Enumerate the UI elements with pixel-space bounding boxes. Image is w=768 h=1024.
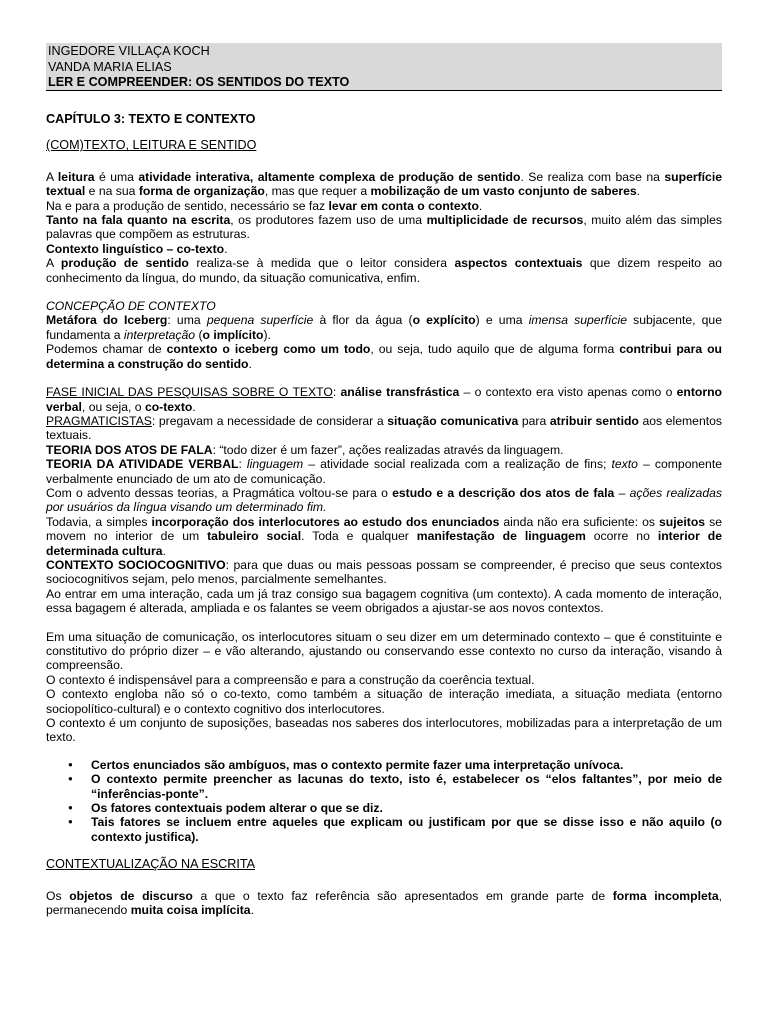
author-1: INGEDORE VILLAÇA KOCH (48, 44, 210, 58)
paragraph: PRAGMATICISTAS: pregavam a necessidade de considerar a situação comunicativa para atribuir sentido aos elementos textuais. (46, 413, 722, 443)
paragraph: O contexto é indispensável para a compreensão e para a construção da coerência textual. (46, 672, 535, 687)
paragraph: Todavia, a simples incorporação dos interlocutores ao estudo dos enunciados ainda não era suficiente: os sujeitos se movem no interior de um tabuleiro social. Toda e qualquer manifestação de linguagem ocorre no interior de determinada cultura. (46, 514, 723, 558)
paragraph: Os objetos de discurso a que o texto faz referência são apresentados em grande parte de forma incompleta, permanecendo muita coisa implícita. (46, 888, 722, 918)
document-header (46, 43, 722, 91)
paragraph: Com o advento dessas teorias, a Pragmática voltou-se para o estudo e a descrição dos atos de fala – ações realizadas por usuários da língua visando um determinado fim. (46, 485, 722, 515)
paragraph: A leitura é uma atividade interativa, altamente complexa de produção de sentido. Se realiza com base na superfície textual e na sua forma de organização, mas que requer a mobilização de um vasto conjunto de saberes. (46, 169, 722, 199)
section-heading-context-reading: (COM)TEXTO, LEITURA E SENTIDO (46, 138, 257, 153)
list-item: ● O contexto permite preencher as lacunas do texto, isto é, estabelecer os “elos faltantes”, por meio de “inferências-ponte”. (46, 772, 722, 801)
list-item: ● Tais fatores se incluem entre aqueles que explicam ou justificam por que se disse isso e não aquilo (o contexto justifica). (46, 815, 722, 844)
paragraph: Em uma situação de comunicação, os interlocutores situam o seu dizer em um determinado contexto – que é constituinte e constitutivo do próprio dizer – e vão alterando, ajustando ou conservando esse contexto no curso da interação, visando à compreensão. (46, 629, 722, 673)
paragraph: Contexto linguístico – co-texto. (46, 241, 228, 256)
list-item: ● Os fatores contextuais podem alterar o que se diz. (46, 801, 722, 815)
paragraph: Na e para a produção de sentido, necessário se faz levar em conta o contexto. (46, 198, 483, 213)
paragraph: Metáfora do Iceberg: uma pequena superfície à flor da água (o explícito) e uma imensa superfície subjacente, que fundamenta a interpretação (o implícito). (46, 313, 722, 342)
paragraph: Ao entrar em uma interação, cada um já traz consigo sua bagagem cognitiva (um contexto). A cada momento de interação, essa bagagem é alterada, ampliada e os falantes se veem obrigados a ajustar-se aos novos contextos. (46, 586, 722, 616)
section-heading-context-conception: CONCEPÇÃO DE CONTEXTO (46, 299, 216, 314)
list-item: ● Certos enunciados são ambíguos, mas o contexto permite fazer uma interpretação unívoca. (46, 758, 722, 772)
document-body (46, 112, 722, 918)
paragraph: TEORIA DA ATIVIDADE VERBAL: linguagem – atividade social realizada com a realização de fins; texto – componente verbalmente enunciado de um ato de comunicação. (46, 457, 722, 486)
paragraph: CONTEXTO SOCIOCOGNITIVO: para que duas ou mais pessoas possam se compreender, é preciso que seus contextos sociocognitivos sejam, pelo menos, parcialmente semelhantes. (46, 557, 722, 587)
author-2: VANDA MARIA ELIAS (48, 59, 172, 74)
book-title: LER E COMPREENDER: OS SENTIDOS DO TEXTO (48, 75, 350, 90)
paragraph: O contexto engloba não só o co-texto, como também a situação de interação imediata, a situação mediata (entorno sociopolítico-cultural) e o contexto cognitivo dos interlocutores. (46, 687, 722, 716)
paragraph: A produção de sentido realiza-se à medida que o leitor considera aspectos contextuais que dizem respeito ao conhecimento da língua, do mundo, da situação comunicativa, enfim. (46, 256, 723, 285)
section-heading-writing-context: CONTEXTUALIZAÇÃO NA ESCRITA (46, 857, 255, 872)
chapter-title: CAPÍTULO 3: TEXTO E CONTEXTO (46, 112, 256, 126)
paragraph: Tanto na fala quanto na escrita, os produtores fazem uso de uma multiplicidade de recursos, muito além das simples palavras que compõem as estruturas. (46, 213, 722, 242)
paragraph: TEORIA DOS ATOS DE FALA: “todo dizer é um fazer”, ações realizadas através da linguagem. (46, 442, 564, 457)
bullet-list (46, 758, 722, 844)
paragraph: FASE INICIAL DAS PESQUISAS SOBRE O TEXTO: análise transfrástica – o contexto era visto apenas como o entorno verbal, ou seja, o co-texto. (46, 385, 722, 414)
paragraph: O contexto é um conjunto de suposições, baseadas nos saberes dos interlocutores, mobilizadas para a interpretação de um texto. (46, 716, 722, 745)
paragraph: Podemos chamar de contexto o iceberg como um todo, ou seja, tudo aquilo que de alguma forma contribui para ou determina a construção do sentido. (46, 342, 722, 371)
